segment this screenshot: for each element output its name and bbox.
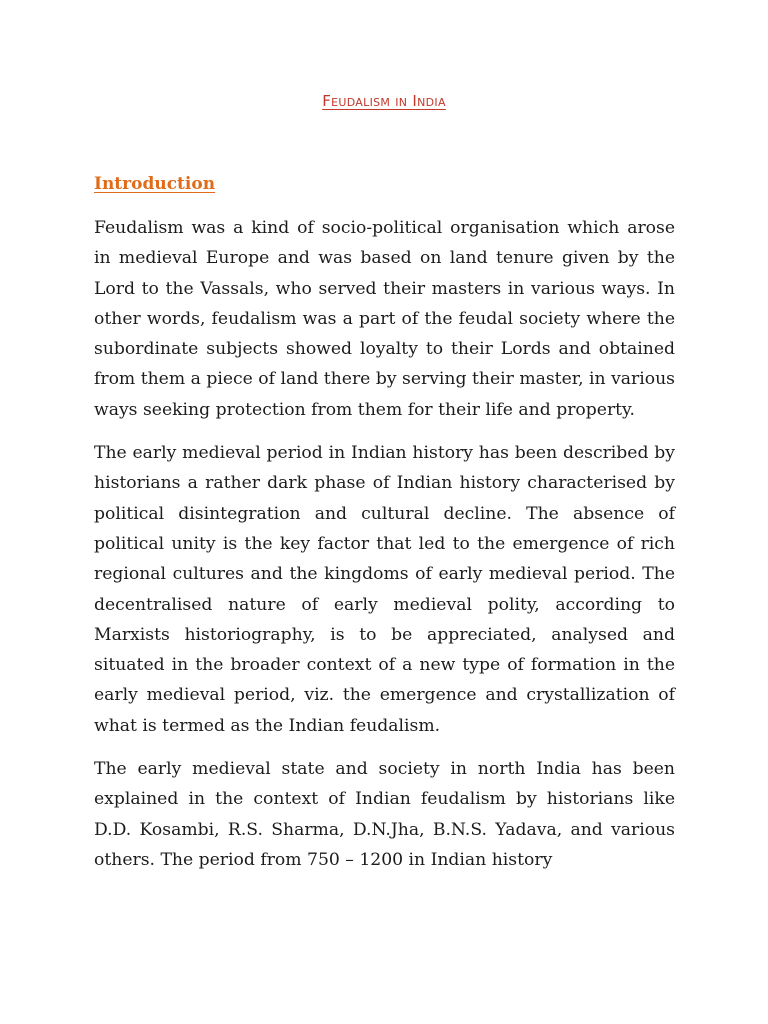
paragraph: The early medieval period in Indian history has been described by historians a rather dark phase of Indian history characterised by political disintegration and cultural decline. The absence of political unity is the key factor that led to the emergence of rich regional cultures and the kingdoms of early medieval period. The decentralised nature of early medieval polity, according to Marxists historiography, is to be appreciated, analysed and situated in the broader context of a new type of formation in the early medieval period, viz. the emergence and crystallization of what is termed as the Indian feudalism.	[94, 443, 675, 736]
paragraph: Feudalism was a kind of socio-political organisation which arose in medieval Europe and was based on land tenure given by the Lord to the Vassals, who served their masters in various ways. In other words, feudalism was a part of the feudal society where the subordinate subjects showed loyalty to their Lords and obtained from them a piece of land there by serving their master, in various ways seeking protection from them for their life and property.	[94, 218, 675, 420]
body-text	[94, 213, 675, 888]
paragraph: The early medieval state and society in north India has been explained in the context of Indian feudalism by historians like D.D. Kosambi, R.S. Sharma, D.N.Jha, B.N.S. Yadava, and various others. The period from 750 – 1200 in Indian history	[94, 759, 675, 870]
section-heading-introduction: Introduction	[94, 174, 216, 194]
document-title: Feudalism in India	[322, 92, 446, 110]
